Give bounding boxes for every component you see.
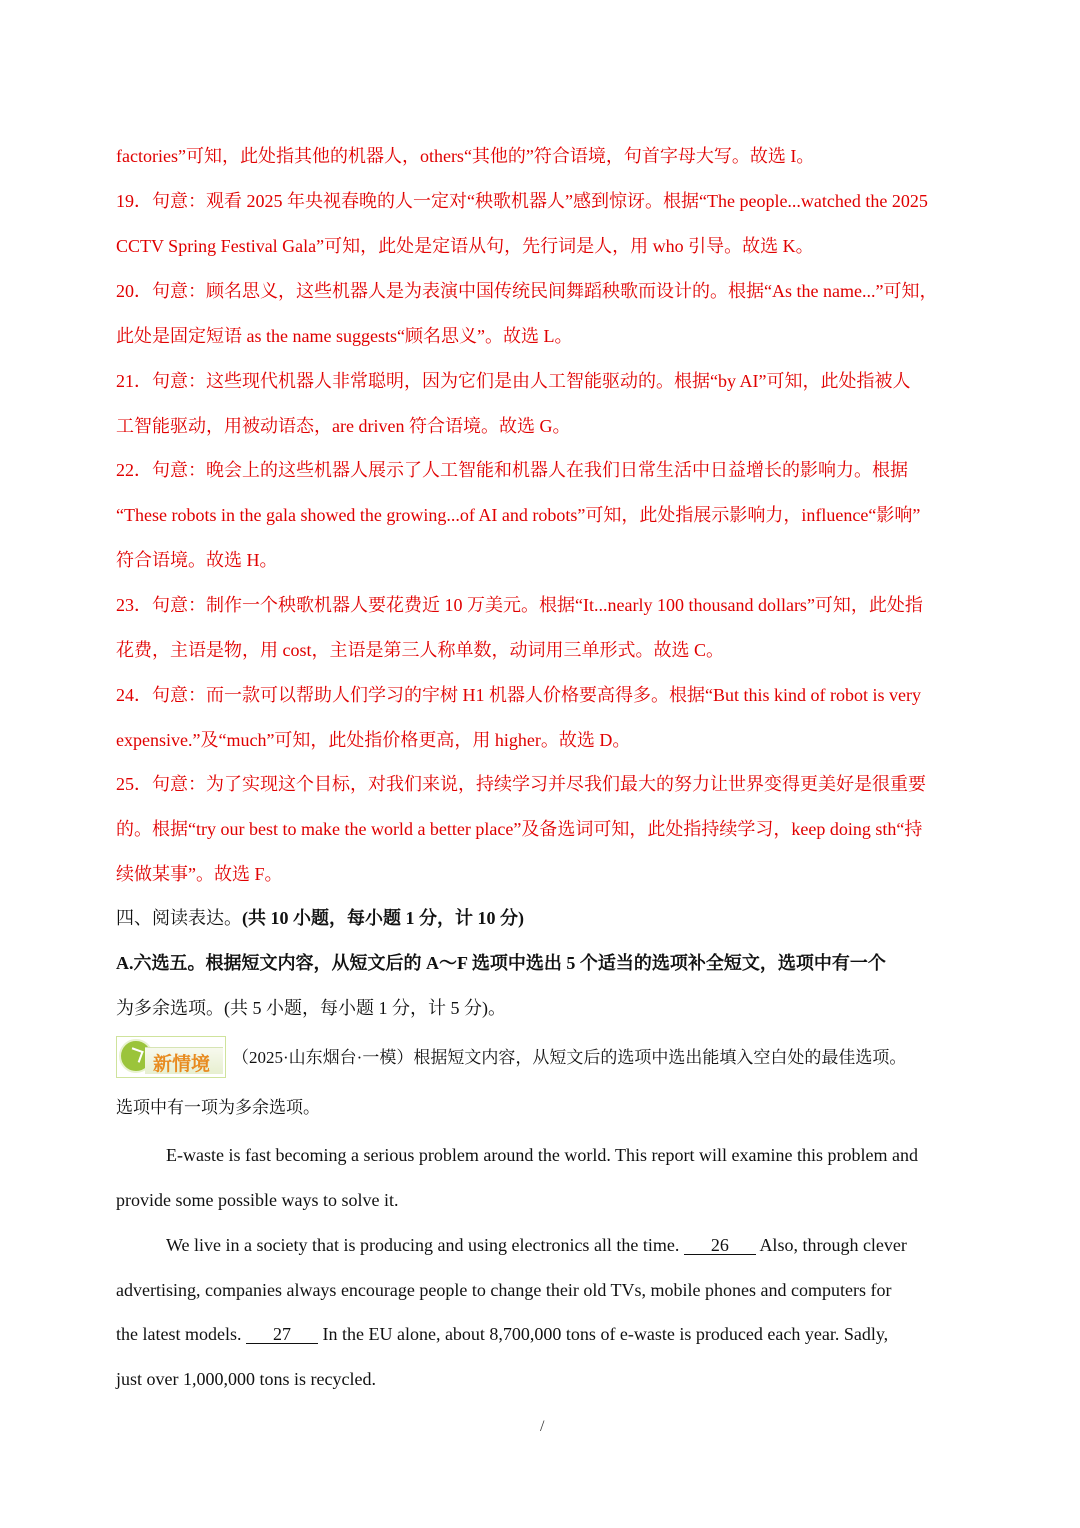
answer-line: 工智能驱动，用被动语态，are driven 符合语境。故选 G。 bbox=[116, 416, 571, 436]
passage-p1-line: E-waste is fast becoming a serious problem around the world. This report will examine this problem and bbox=[166, 1145, 918, 1165]
page-footer: / bbox=[540, 1418, 545, 1435]
answer-line: 的。根据“try our best to make the world a better place”及备选词可知，此处指持续学习，keep doing sth“持 bbox=[116, 819, 923, 839]
answer-21-line: 21．句意：这些现代机器人非常聪明，因为它们是由人工智能驱动的。根据“by AI”可知，此处指被人 bbox=[116, 371, 911, 391]
answer-22-line: 22．句意：晚会上的这些机器人展示了人工智能和机器人在我们日常生活中日益增长的影响力。根据 bbox=[116, 460, 908, 480]
answer-20-line: 20．句意：顾名思义，这些机器人是为表演中国传统民间舞蹈秧歌而设计的。根据“As the name...”可知， bbox=[116, 281, 938, 301]
passage-p2-line: just over 1,000,000 tons is recycled. bbox=[116, 1369, 376, 1389]
answer-line: 续做某事”。故选 F。 bbox=[116, 864, 283, 884]
passage-p2-line: advertising, companies always encourage people to change their old TVs, mobile phones and computers for bbox=[116, 1280, 892, 1300]
section-title: 四、阅读表达。 bbox=[116, 908, 242, 928]
passage-p2-line: the latest models. 27 In the EU alone, about 8,700,000 tons of e-waste is produced each year. Sadly, bbox=[116, 1324, 889, 1344]
blank-26[interactable]: 26 bbox=[684, 1236, 756, 1255]
passage-p1-line: provide some possible ways to solve it. bbox=[116, 1190, 399, 1210]
subsection-a-instruction: A.六选五。根据短文内容，从短文后的 A～F 选项中选出 5 个适当的选项补全短文，选项中有一个 bbox=[116, 953, 886, 973]
answer-19-line: 19．句意：观看 2025 年央视春晚的人一定对“秧歌机器人”感到惊讶。根据“The people...watched the 2025 bbox=[116, 191, 928, 211]
source-line-cont: 选项中有一项为多余选项。 bbox=[116, 1098, 320, 1117]
source-line: （2025·山东烟台·一模）根据短文内容，从短文后的选项中选出能填入空白处的最佳选项。 bbox=[232, 1048, 907, 1067]
section-heading bbox=[116, 906, 976, 930]
badge-label: 新情境 bbox=[153, 1053, 211, 1075]
answer-line: factories”可知，此处指其他的机器人，others“其他的”符合语境，句首字母大写。故选 I。 bbox=[116, 146, 815, 166]
answer-line: 此处是固定短语 as the name suggests“顾名思义”。故选 L。 bbox=[116, 326, 573, 346]
subsection-a-instruction-cont: 为多余选项。(共 5 小题，每小题 1 分，计 5 分)。 bbox=[116, 998, 506, 1018]
blank-27[interactable]: 27 bbox=[246, 1325, 318, 1344]
answer-line: 符合语境。故选 H。 bbox=[116, 550, 278, 570]
passage-p2-line: We live in a society that is producing and using electronics all the time. 26 Also, through clever bbox=[166, 1235, 907, 1255]
answer-23-line: 23．句意：制作一个秧歌机器人要花费近 10 万美元。根据“It...nearly 100 thousand dollars”可知，此处指 bbox=[116, 595, 923, 615]
answer-24-line: 24．句意：而一款可以帮助人们学习的宇树 H1 机器人价格要高得多。根据“But this kind of robot is very bbox=[116, 685, 921, 705]
section-score: (共 10 小题，每小题 1 分，计 10 分) bbox=[242, 908, 524, 928]
answer-line: CCTV Spring Festival Gala”可知，此处是定语从句，先行词是人，用 who 引导。故选 K。 bbox=[116, 236, 814, 256]
answer-line: “These robots in the gala showed the growing...of AI and robots”可知，此处指展示影响力，influence“影响” bbox=[116, 505, 921, 525]
answer-line: 花费，主语是物，用 cost，主语是第三人称单数，动词用三单形式。故选 C。 bbox=[116, 640, 724, 660]
new-context-badge bbox=[116, 1036, 226, 1078]
answer-25-line: 25．句意：为了实现这个目标，对我们来说，持续学习并尽我们最大的努力让世界变得更美好是很重要 bbox=[116, 774, 926, 794]
answer-line: expensive.”及“much”可知，此处指价格更高，用 higher。故选 D。 bbox=[116, 730, 631, 750]
